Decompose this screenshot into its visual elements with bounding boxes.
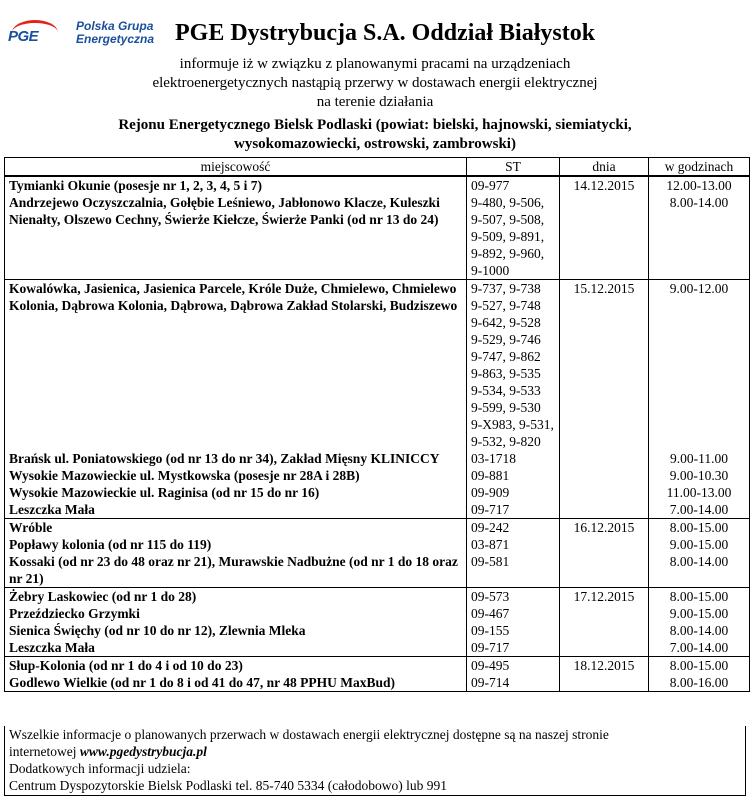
hours-entry: 12.00-13.00 <box>666 178 732 193</box>
place-entry: Wysokie Mazowieckie ul. Raginisa (od nr 15 do nr 16) <box>9 485 320 500</box>
st-cell <box>467 519 560 588</box>
place-entry: Andrzejewo Oczyszczalnia, Gołębie Leśniewo, Jabłonowo Klacze, Kuleszki Nienałty, Olszewo Cechny, Świerże Kiełcze, Świerże Panki (od nr 13 do 24) <box>9 195 440 227</box>
st-entry: 09-573 <box>471 589 510 604</box>
date-cell <box>560 519 649 588</box>
column-header-st: ST <box>467 158 560 177</box>
place-cell <box>5 280 467 519</box>
hours-cell <box>649 176 750 280</box>
hours-entry: 9.00-15.00 <box>669 537 729 552</box>
st-entry: 09-467 <box>471 606 510 621</box>
place-cell <box>5 176 467 280</box>
hours-entry: 7.00-14.00 <box>669 640 729 655</box>
header-line-3: na terenie działania <box>316 94 434 110</box>
st-cell <box>467 280 560 519</box>
table-row <box>5 280 750 519</box>
st-entry: 09-717 <box>471 502 510 517</box>
footer-prefix: internetowej <box>9 744 80 759</box>
footer-line-2 <box>9 743 741 760</box>
table-body <box>5 176 750 692</box>
hours-cell <box>649 588 750 657</box>
place-entry: Kowalówka, Jasienica, Jasienica Parcele, Króle Duże, Chmielewo, Chmielewo Kolonia, Dąbrowa Kolonia, Dąbrowa, Dąbrowa Zakład Stolarski, Budziszewo <box>9 281 458 313</box>
place-entry: Sienica Święchy (od nr 10 do nr 12), Zlewnia Mleka <box>9 623 306 638</box>
st-cell <box>467 657 560 692</box>
hours-entry: 8.00-16.00 <box>669 675 729 690</box>
st-entry: 09-242 <box>471 520 510 535</box>
date-cell <box>560 588 649 657</box>
hours-entry: 8.00-15.00 <box>669 520 729 535</box>
st-entry: 03-1718 <box>471 451 516 466</box>
place-entry: Popławy kolonia (od nr 115 do 119) <box>9 537 212 552</box>
place-entry: Kossaki (od nr 23 do 48 oraz nr 21), Murawskie Nadbużne (od nr 1 do 18 oraz nr 21) <box>9 554 458 586</box>
hours-entry: 8.00-15.00 <box>669 589 729 604</box>
hours-cell <box>649 280 750 519</box>
footer-line-3: Dodatkowych informacji udziela: <box>9 761 191 776</box>
header-line-1: informuje iż w związku z planowanymi pracami na urządzeniach <box>179 56 571 72</box>
footer-line-4: Centrum Dyspozytorskie Bielsk Podlaski tel. 85-740 5334 (całodobowo) lub 991 <box>9 778 447 793</box>
hours-entry: 7.00-14.00 <box>669 502 729 517</box>
hours-entry: 8.00-14.00 <box>669 554 729 569</box>
date-entry: 17.12.2015 <box>573 589 635 604</box>
date-entry: 15.12.2015 <box>573 281 635 296</box>
place-entry: Godlewo Wielkie (od nr 1 do 8 i od 41 do 47, nr 48 PPHU MaxBud) <box>9 675 396 690</box>
place-entry: Wróble <box>9 520 53 535</box>
st-entry: 09-581 <box>471 554 510 569</box>
st-entry: 9-480, 9-506, 9-507, 9-508, 9-509, 9-891, 9-892, 9-960, 9-1000 <box>471 195 545 278</box>
hours-entry: 9.00-11.00 <box>670 451 728 466</box>
outage-table <box>4 157 750 692</box>
hours-cell <box>649 657 750 692</box>
st-entry: 09-881 <box>471 468 510 483</box>
pge-logo <box>8 18 178 58</box>
hours-entry: 8.00-14.00 <box>669 623 729 638</box>
table-row <box>5 519 750 588</box>
hours-entry: 8.00-14.00 <box>669 195 729 210</box>
table-row <box>5 657 750 692</box>
place-cell <box>5 657 467 692</box>
hours-entry: 8.00-15.00 <box>669 658 729 673</box>
st-entry: 09-977 <box>471 178 510 193</box>
place-entry: Słup-Kolonia (od nr 1 do 4 i od 10 do 23) <box>9 658 243 673</box>
place-entry: Wysokie Mazowieckie ul. Mystkowska (posesje nr 28A i 28B) <box>9 468 360 483</box>
logo-group-line1: Polska Grupa <box>76 19 154 33</box>
date-entry: 14.12.2015 <box>573 178 635 193</box>
table-header-row <box>5 158 750 177</box>
st-entry: 09-155 <box>471 623 510 638</box>
st-entry: 09-717 <box>471 640 510 655</box>
date-entry: 18.12.2015 <box>573 658 635 673</box>
column-header-place: miejscowość <box>5 158 467 177</box>
date-entry: 16.12.2015 <box>573 520 635 535</box>
date-cell <box>560 176 649 280</box>
hours-entry: 9.00-10.30 <box>669 468 729 483</box>
st-cell <box>467 176 560 280</box>
column-header-hours: w godzinach <box>649 158 750 177</box>
place-entry: Tymianki Okunie (posesje nr 1, 2, 3, 4, 5 i 7) <box>9 178 263 193</box>
st-entry: 09-714 <box>471 675 510 690</box>
place-cell <box>5 519 467 588</box>
website-link[interactable]: www.pgedystrybucja.pl <box>79 744 207 759</box>
place-entry: Leszczka Mała <box>9 502 95 517</box>
header-line-5: wysokomazowiecki, ostrowski, zambrowski) <box>234 136 516 152</box>
place-entry: Przeździecko Grzymki <box>9 606 140 621</box>
hours-entry: 9.00-15.00 <box>669 606 729 621</box>
date-cell <box>560 280 649 519</box>
hours-entry: 11.00-13.00 <box>666 485 732 500</box>
hours-entry: 9.00-12.00 <box>669 281 729 296</box>
st-entry: 09-495 <box>471 658 510 673</box>
place-entry: Brańsk ul. Poniatowskiego (od nr 13 do nr 34), Zakład Mięsny KLINICCY <box>9 451 440 466</box>
place-entry: Żebry Laskowiec (od nr 1 do 28) <box>9 589 197 604</box>
place-cell <box>5 588 467 657</box>
st-entry: 03-871 <box>471 537 510 552</box>
logo-group-line2: Energetyczna <box>76 32 155 46</box>
date-cell <box>560 657 649 692</box>
footer-info <box>4 726 746 796</box>
hours-cell <box>649 519 750 588</box>
st-cell <box>467 588 560 657</box>
header-line-2: elektroenergetycznych nastąpią przerwy w dostawach energii elektrycznej <box>152 75 598 91</box>
column-header-date: dnia <box>560 158 649 177</box>
table-row <box>5 176 750 280</box>
footer-line-1: Wszelkie informacje o planowanych przerwach w dostawach energii elektrycznej dostępne są na naszej stronie <box>9 727 609 742</box>
place-entry: Leszczka Mała <box>9 640 95 655</box>
st-entry: 9-737, 9-738 9-527, 9-748 9-642, 9-528 9-529, 9-746 9-747, 9-862 9-863, 9-535 9-534, 9-533 9-599, 9-530 9-X983, 9-531, 9-532, 9-820 <box>471 281 554 449</box>
st-entry: 09-909 <box>471 485 510 500</box>
logo-mark: PGE <box>8 28 39 45</box>
header-line-4: Rejonu Energetycznego Bielsk Podlaski (powiat: bielski, hajnowski, siemiatycki, <box>118 117 632 133</box>
table-row <box>5 588 750 657</box>
page-title: PGE Dystrybucja S.A. Oddział Białystok <box>175 20 596 46</box>
logo-group-name <box>76 20 154 46</box>
